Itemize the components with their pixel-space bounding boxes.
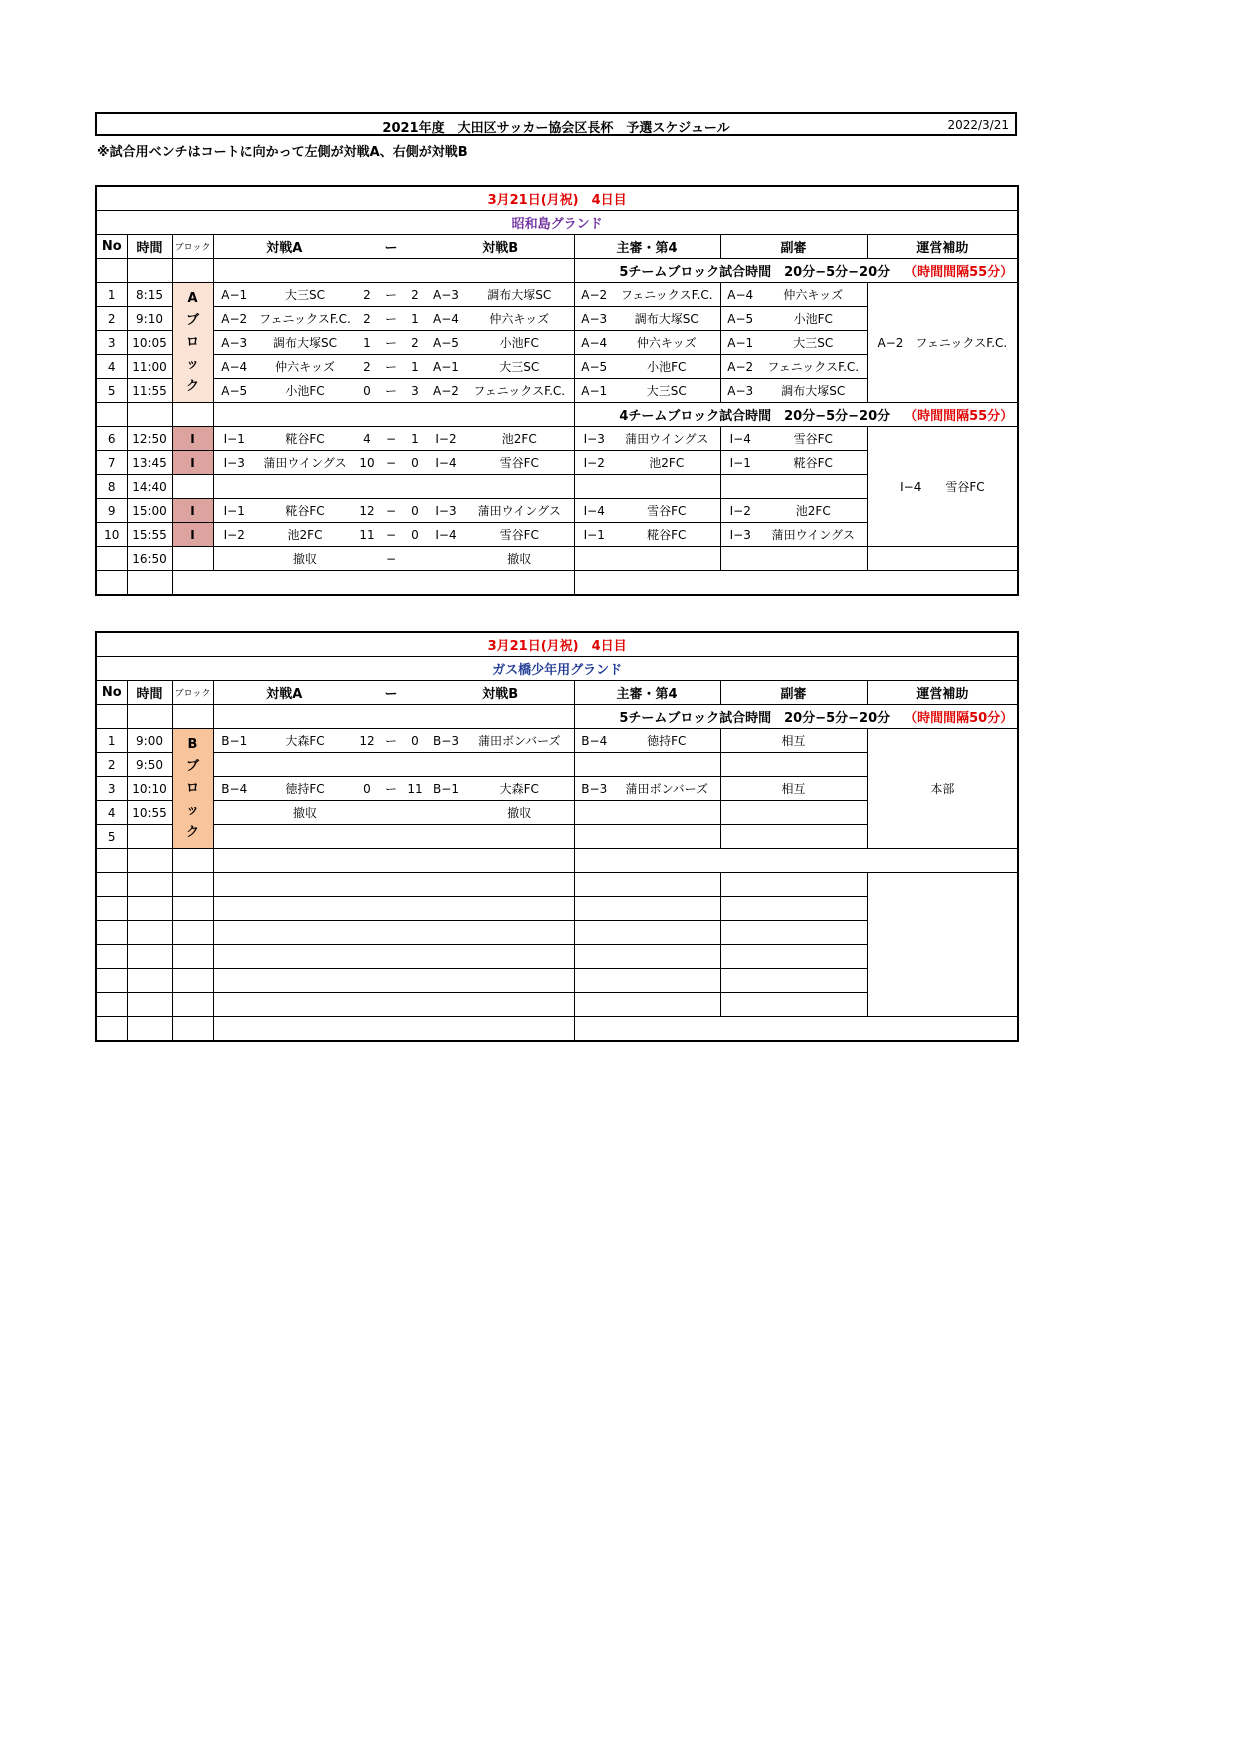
team-b-code: B−1 [427,777,465,801]
team-b-name: 雪谷FC [465,451,574,475]
assistant-name: 相互 [720,777,867,801]
referee-name [614,753,720,777]
match-time: 9:50 [127,753,172,777]
match-no: 3 [96,777,127,801]
team-a-code [213,475,255,499]
score-dash [379,825,403,849]
referee-code [574,801,614,825]
empty-cell [127,849,172,873]
score-b [403,475,427,499]
header-block: ブロック [172,235,213,259]
empty-cell [720,945,867,969]
referee-code: B−4 [574,729,614,753]
referee-name [614,825,720,849]
empty-cell [172,849,213,873]
team-a-code: I−1 [213,499,255,523]
team-b-code: A−1 [427,355,465,379]
match-no: 8 [96,475,127,499]
referee-name: 調布大塚SC [614,307,720,331]
assistant-code: A−2 [720,355,760,379]
empty-cell [127,969,172,993]
empty-cell [96,945,127,969]
team-a-code [213,753,255,777]
team-a-name: 仲六キッズ [255,355,355,379]
team-a-code: I−1 [213,427,255,451]
assistant-name: 糀谷FC [760,451,867,475]
team-b-name: 池2FC [465,427,574,451]
team-b-code [427,801,465,825]
empty-cell [574,993,720,1017]
empty-cell [574,1017,1018,1042]
assistant-code: I−4 [720,427,760,451]
empty-cell [213,897,574,921]
end-time: 16:50 [127,547,172,571]
empty-cell [172,993,213,1017]
referee-name: フェニックスF.C. [614,283,720,307]
team-a-code: B−4 [213,777,255,801]
team-b-code: I−4 [427,451,465,475]
empty-cell [213,921,574,945]
team-b-name: 蒲田ウイングス [465,499,574,523]
score-b [403,825,427,849]
match-time: 11:55 [127,379,172,403]
empty-cell [213,873,574,897]
header-team-b: 対戦B [427,235,574,259]
team-b-name [465,753,574,777]
empty-cell [127,1017,172,1042]
end-dash: − [379,547,403,571]
score-dash: ー [379,729,403,753]
title-bar [95,112,1017,136]
assistant-code: I−1 [720,451,760,475]
score-a: 4 [355,427,379,451]
score-a: 11 [355,523,379,547]
referee-name: 仲六キッズ [614,331,720,355]
score-a: 12 [355,499,379,523]
score-b: 1 [403,355,427,379]
empty-cell [172,945,213,969]
referee-code: I−1 [574,523,614,547]
end-team-a: 撤収 [255,547,355,571]
ground-name: ガス橋少年用グランド [96,657,1018,681]
team-b-code: A−3 [427,283,465,307]
referee-name: 糀谷FC [614,523,720,547]
block-label-a: A ブ ロ ッ ク [172,283,213,403]
empty-cell [96,921,127,945]
team-a-code: A−5 [213,379,255,403]
empty-cell [172,969,213,993]
team-b-name: 蒲田ボンバーズ [465,729,574,753]
ground-name: 昭和島グランド [96,211,1018,235]
team-b-name: 大三SC [465,355,574,379]
referee-code: A−2 [574,283,614,307]
score-dash: ー [379,331,403,355]
score-b: 1 [403,427,427,451]
empty-cell [213,1017,574,1042]
block-time-info: 5チームブロック試合時間 20分−5分−20分 （時間間隔55分） [574,259,1018,283]
team-a-name: 糀谷FC [255,427,355,451]
header-support: 運営補助 [867,235,1018,259]
match-no: 2 [96,753,127,777]
assistant-name: 蒲田ウイングス [760,523,867,547]
empty-cell [574,897,720,921]
match-no: 5 [96,379,127,403]
block-time-info: 4チームブロック試合時間 20分−5分−20分 （時間間隔55分） [574,403,1018,427]
score-a [355,801,379,825]
score-a [355,475,379,499]
score-a: 0 [355,777,379,801]
empty-cell [96,993,127,1017]
header-assistant: 副審 [720,681,867,705]
team-b-code [427,753,465,777]
team-b-name: フェニックスF.C. [465,379,574,403]
team-b-code [427,825,465,849]
score-dash: − [379,427,403,451]
score-a: 2 [355,307,379,331]
match-time [127,825,172,849]
score-b: 11 [403,777,427,801]
empty-cell [720,873,867,897]
empty-row [96,849,1018,873]
assistant-name: 仲六キッズ [760,283,867,307]
team-b-name [465,475,574,499]
team-a-name: 撤収 [255,801,355,825]
team-a-code: A−4 [213,355,255,379]
referee-code [574,753,614,777]
score-a: 0 [355,379,379,403]
empty-cell [127,993,172,1017]
page-title: 2021年度 大田区サッカー協会区長杯 予選スケジュール [382,121,730,136]
score-b: 0 [403,451,427,475]
team-b-code: I−3 [427,499,465,523]
empty-cell [127,945,172,969]
score-a: 2 [355,283,379,307]
score-a [355,825,379,849]
assistant-code: A−3 [720,379,760,403]
schedule-table-gasubashi [95,631,1019,1042]
header-team-b: 対戦B [427,681,574,705]
empty-cell [720,921,867,945]
score-dash: ー [379,283,403,307]
support-team: I−4 雪谷FC [867,427,1018,547]
score-a [355,753,379,777]
match-no: 2 [96,307,127,331]
assistant-name: 雪谷FC [760,427,867,451]
match-time: 15:00 [127,499,172,523]
score-b [403,753,427,777]
referee-name: 大三SC [614,379,720,403]
match-time: 15:55 [127,523,172,547]
match-no: 1 [96,283,127,307]
schedule-table-showajima [95,185,1019,596]
match-time: 8:15 [127,283,172,307]
referee-code [574,475,614,499]
header-time: 時間 [127,681,172,705]
assistant-name [720,825,867,849]
team-a-code: A−3 [213,331,255,355]
referee-name [614,801,720,825]
referee-code: I−4 [574,499,614,523]
header-time: 時間 [127,235,172,259]
header-support: 運営補助 [867,681,1018,705]
match-time: 10:55 [127,801,172,825]
empty-cell [127,921,172,945]
team-b-name: 仲六キッズ [465,307,574,331]
team-b-name: 撤収 [465,801,574,825]
referee-code: B−3 [574,777,614,801]
team-a-code: I−3 [213,451,255,475]
block-label-i: I [172,499,213,523]
match-no: 6 [96,427,127,451]
match-time: 9:00 [127,729,172,753]
assistant-code: I−3 [720,523,760,547]
team-a-name: 糀谷FC [255,499,355,523]
team-b-name: 大森FC [465,777,574,801]
table-row [96,729,1018,753]
empty-cell [213,993,574,1017]
score-a: 10 [355,451,379,475]
score-b: 1 [403,307,427,331]
match-time: 12:50 [127,427,172,451]
empty-cell [574,873,720,897]
empty-cell [127,873,172,897]
referee-name: 蒲田ウイングス [614,427,720,451]
team-a-code [213,801,255,825]
team-b-code: I−2 [427,427,465,451]
empty-cell [720,969,867,993]
referee-name: 小池FC [614,355,720,379]
match-time: 14:40 [127,475,172,499]
assistant-code: A−5 [720,307,760,331]
score-dash: ー [379,777,403,801]
empty-cell [720,897,867,921]
support-team: A−2 フェニックスF.C. [867,283,1018,403]
block-label-i: I [172,523,213,547]
match-no: 4 [96,801,127,825]
team-b-name: 小池FC [465,331,574,355]
team-a-name: 小池FC [255,379,355,403]
team-a-name: フェニックスF.C. [255,307,355,331]
assistant-code: A−1 [720,331,760,355]
team-a-code [213,825,255,849]
header-no: No [96,681,127,705]
score-b: 0 [403,523,427,547]
empty-cell [172,873,213,897]
score-dash [379,753,403,777]
header-no: No [96,235,127,259]
match-no: 4 [96,355,127,379]
block-label-i [172,475,213,499]
team-a-code: B−1 [213,729,255,753]
score-dash: ー [379,307,403,331]
team-a-name: 蒲田ウイングス [255,451,355,475]
score-dash: − [379,499,403,523]
empty-cell [574,945,720,969]
assistant-name: 小池FC [760,307,867,331]
block-time-info: 5チームブロック試合時間 20分−5分−20分 （時間間隔50分） [574,705,1018,729]
match-no: 5 [96,825,127,849]
empty-row [96,1017,1018,1042]
assistant-name: 相互 [720,729,867,753]
referee-code: A−1 [574,379,614,403]
match-time: 13:45 [127,451,172,475]
team-a-code: A−2 [213,307,255,331]
empty-cell [172,921,213,945]
table-row [96,427,1018,451]
assistant-code: A−4 [720,283,760,307]
empty-cell [96,873,127,897]
team-b-code: A−2 [427,379,465,403]
empty-cell [574,849,1018,873]
header-referee: 主審・第4 [574,235,720,259]
score-dash: − [379,451,403,475]
header-dash: ー [355,235,427,259]
team-a-name: 池2FC [255,523,355,547]
score-dash: − [379,523,403,547]
score-b: 2 [403,283,427,307]
empty-cell [720,993,867,1017]
assistant-name: 池2FC [760,499,867,523]
match-time: 11:00 [127,355,172,379]
block-label-i: I [172,427,213,451]
team-a-name: 大森FC [255,729,355,753]
empty-cell [574,921,720,945]
team-b-name [465,825,574,849]
end-team-b: 撤収 [465,547,574,571]
score-dash [379,475,403,499]
section-date: 3月21日(月祝) 4日目 [96,632,1018,657]
match-time: 9:10 [127,307,172,331]
score-dash: ー [379,379,403,403]
team-b-code: A−5 [427,331,465,355]
header-block: ブロック [172,681,213,705]
referee-code: A−4 [574,331,614,355]
match-no: 1 [96,729,127,753]
referee-name: 蒲田ボンバーズ [614,777,720,801]
empty-cell [172,1017,213,1042]
score-b: 2 [403,331,427,355]
assistant-name [760,475,867,499]
referee-name [614,475,720,499]
team-a-name: 徳持FC [255,777,355,801]
score-dash [379,801,403,825]
team-b-code: B−3 [427,729,465,753]
team-a-name [255,825,355,849]
referee-name: 池2FC [614,451,720,475]
document-date: 2022/3/21 [947,118,1009,132]
assistant-name: 調布大塚SC [760,379,867,403]
score-b: 0 [403,729,427,753]
empty-cell [213,849,574,873]
referee-code: A−3 [574,307,614,331]
empty-cell [213,945,574,969]
support-team: 本部 [867,729,1018,849]
referee-name: 徳持FC [614,729,720,753]
empty-cell [172,897,213,921]
match-no: 3 [96,331,127,355]
team-b-code [427,475,465,499]
referee-code [574,825,614,849]
assistant-name: 大三SC [760,331,867,355]
team-b-code: A−4 [427,307,465,331]
team-b-name: 雪谷FC [465,523,574,547]
empty-cell [574,969,720,993]
header-team-a: 対戦A [213,235,355,259]
match-no: 9 [96,499,127,523]
assistant-name [720,801,867,825]
assistant-name [720,753,867,777]
assistant-code: I−2 [720,499,760,523]
block-label-b: B ブ ロ ッ ク [172,729,213,849]
assistant-code [720,475,760,499]
empty-cell [127,897,172,921]
section-date: 3月21日(月祝) 4日目 [96,186,1018,211]
empty-cell [96,897,127,921]
empty-cell [867,873,1018,1017]
empty-cell [96,849,127,873]
team-a-name: 調布大塚SC [255,331,355,355]
team-b-code: I−4 [427,523,465,547]
header-dash: ー [355,681,427,705]
referee-name: 雪谷FC [614,499,720,523]
header-team-a: 対戦A [213,681,355,705]
team-a-code: I−2 [213,523,255,547]
score-a: 2 [355,355,379,379]
empty-cell [213,969,574,993]
score-b: 0 [403,499,427,523]
match-no: 7 [96,451,127,475]
block-label-i: I [172,451,213,475]
team-a-name [255,475,355,499]
score-a: 1 [355,331,379,355]
referee-code: A−5 [574,355,614,379]
match-no: 10 [96,523,127,547]
score-dash: ー [379,355,403,379]
team-b-name: 調布大塚SC [465,283,574,307]
team-a-code: A−1 [213,283,255,307]
referee-code: I−3 [574,427,614,451]
header-referee: 主審・第4 [574,681,720,705]
empty-row [96,873,1018,897]
score-b: 3 [403,379,427,403]
assistant-name: フェニックスF.C. [760,355,867,379]
team-a-name [255,753,355,777]
empty-cell [96,969,127,993]
referee-code: I−2 [574,451,614,475]
match-time: 10:10 [127,777,172,801]
team-a-name: 大三SC [255,283,355,307]
table-row [96,283,1018,307]
match-time: 10:05 [127,331,172,355]
score-b [403,801,427,825]
header-assistant: 副審 [720,235,867,259]
score-a: 12 [355,729,379,753]
empty-cell [96,1017,127,1042]
bench-note: ※試合用ベンチはコートに向かって左側が対戦A、右側が対戦B [97,145,468,160]
